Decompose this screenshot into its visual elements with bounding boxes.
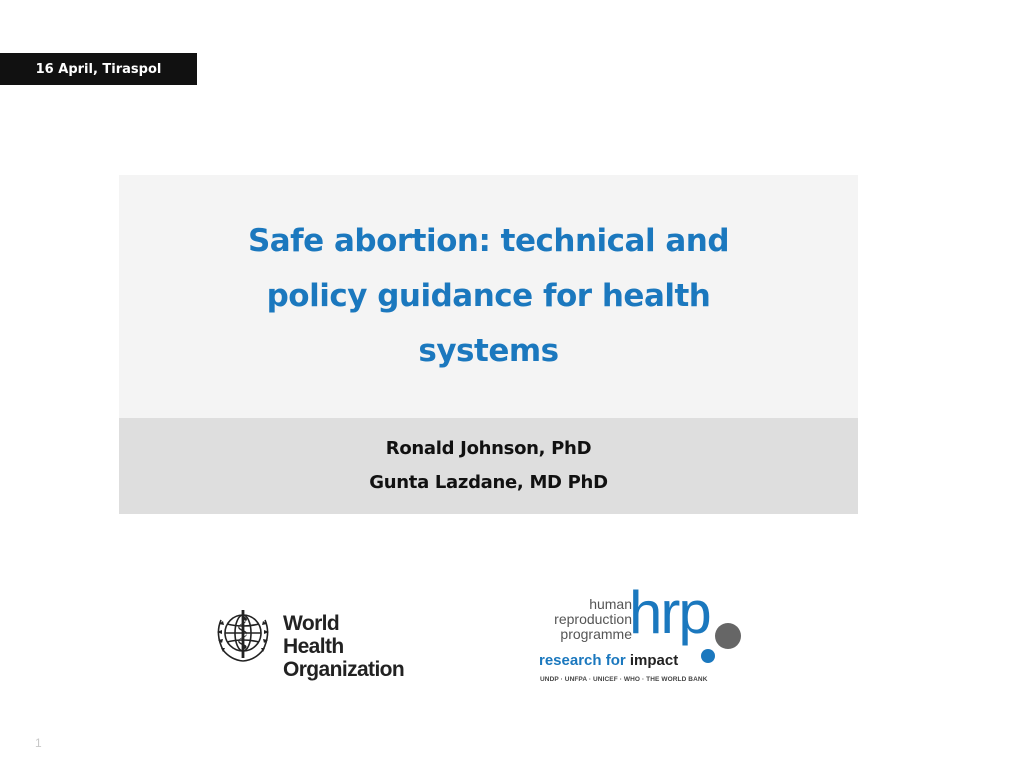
who-logo	[211, 604, 405, 681]
who-wordmark	[283, 612, 404, 681]
hrp-logo	[537, 579, 752, 688]
hrp-tagline-part1: research for	[539, 652, 626, 669]
author-2: Gunta Lazdane, MD PhD	[369, 472, 608, 493]
slide-title: Safe abortion: technical and policy guidance for health systems	[247, 223, 730, 369]
hrp-partners: UNDP · UNFPA · UNICEF · WHO · THE WORLD BANK	[540, 676, 708, 683]
hrp-blue-dot-icon	[701, 649, 715, 663]
hrp-gray-dot-icon	[715, 623, 741, 649]
author-1: Ronald Johnson, PhD	[385, 438, 592, 459]
who-wordmark-line2: Organization	[283, 658, 405, 681]
page-number: 1	[35, 736, 42, 750]
date-location-tag	[0, 53, 197, 85]
hrp-tagline	[539, 652, 678, 669]
hrp-line-human: human	[589, 596, 632, 612]
hrp-tagline-part2: impact	[629, 652, 679, 669]
authors-box	[119, 418, 858, 514]
date-location-text: 16 April, Tiraspol	[35, 61, 162, 77]
hrp-line-reproduction: reproduction	[554, 611, 632, 627]
hrp-line-programme: programme	[560, 626, 632, 642]
hrp-acronym: hrp	[629, 579, 710, 646]
who-wordmark-line1: World Health	[283, 612, 344, 658]
who-emblem-icon	[211, 604, 275, 664]
title-box	[119, 175, 858, 418]
